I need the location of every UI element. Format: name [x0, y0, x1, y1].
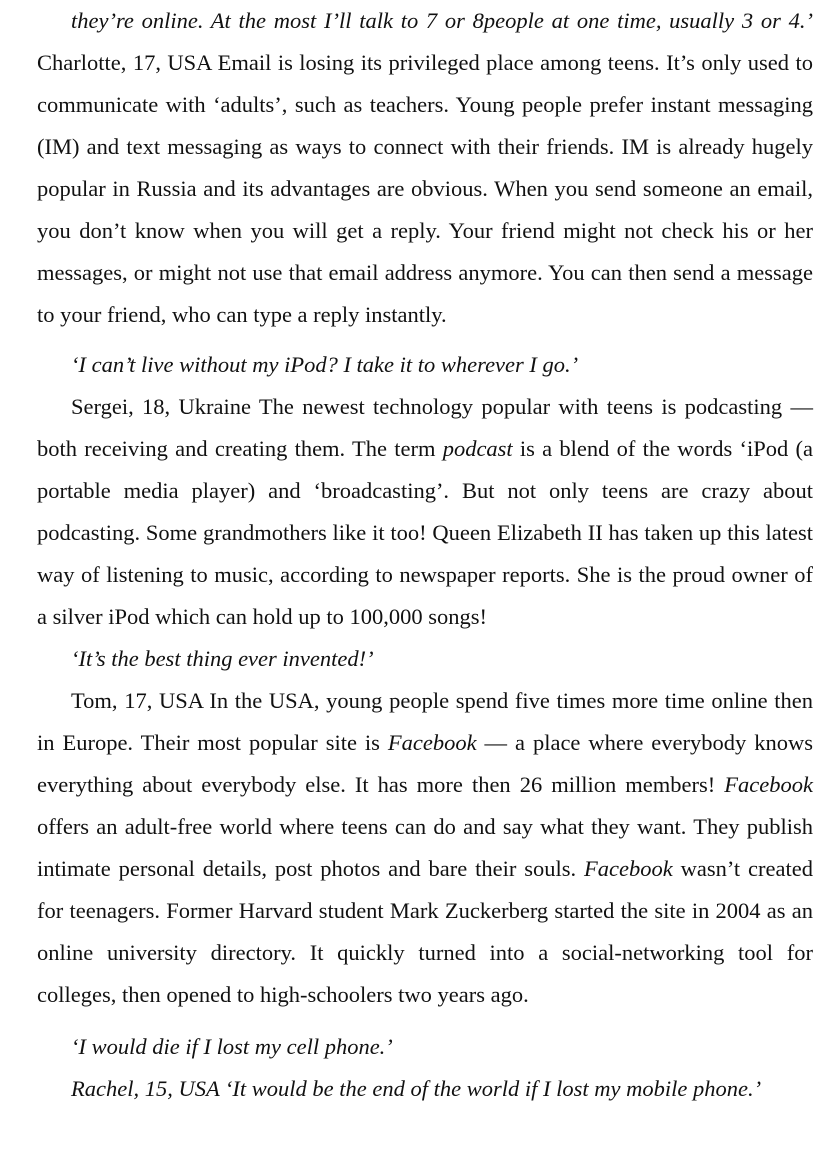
paragraph-tom-text-d: wasn’t created for teenagers. Former Harvard student Mark Zuckerberg started the site in 2004 as an online university directory. It quickly turned into a social-networking tool for colleges, then opened to high-schoolers two years ago.: [37, 856, 813, 1007]
paragraph-tom: [37, 680, 813, 1016]
paragraph-tom-text-c: offers an adult-free world where teens can do and say what they want. They publish intimate personal details, post photos and bare their souls.: [37, 814, 813, 881]
quote-cell-phone: ‘I would die if I lost my cell phone.’: [71, 1034, 393, 1059]
paragraph-sergei: [37, 386, 813, 638]
paragraph-tom-text-a: Tom, 17, USA In the USA, young people spend five times more time online then in Europe. Their most popular site is: [37, 688, 813, 755]
quote-best-thing: ‘It’s the best thing ever invented!’: [71, 646, 374, 671]
paragraph-sergei-text-a: Sergei, 18, Ukraine The newest technology popular with teens is podcasting — both receiving and creating them. The term: [37, 394, 813, 461]
quote-ipod: ‘I can’t live without my iPod? I take it to wherever I go.’: [71, 352, 579, 377]
quote-rachel: Rachel, 15, USA ‘It would be the end of the world if I lost my mobile phone.’: [71, 1076, 762, 1101]
site-facebook-2: Facebook: [724, 772, 813, 797]
paragraph-charlotte: [37, 0, 813, 336]
document-page: [37, 0, 813, 1110]
quote-charlotte-end: they’re online. At the most I’ll talk to 7 or 8people at one time, usually 3 or 4.’: [71, 8, 813, 33]
site-facebook-1: Facebook: [387, 730, 477, 755]
paragraph-sergei-text-b: is a blend of the words ‘iPod (a portable media player) and ‘broadcasting’. But not only teens are crazy about podcasting. Some grandmothers like it too! Queen Elizabeth II has taken up this latest way of listening to music, according to newspaper reports. She is the proud owner of a silver iPod which can hold up to 100,000 songs!: [37, 436, 813, 629]
paragraph-charlotte-text: Charlotte, 17, USA Email is losing its privileged place among teens. It’s only used to communicate with ‘adults’, such as teachers. Young people prefer instant messaging (IM) and text messaging as ways to connect with their friends. IM is already hugely popular in Russia and its advantages are obvious. When you send someone an email, you don’t know when you will get a reply. Your friend might not check his or her messages, or might not use that email address anymore. You can then send a message to your friend, who can type a reply instantly.: [37, 50, 813, 327]
paragraph-tom-text-b: — a place where everybody knows everything about everybody else. It has more then 26 million members!: [37, 730, 813, 797]
term-podcast: podcast: [442, 436, 513, 461]
site-facebook-3: Facebook: [584, 856, 673, 881]
